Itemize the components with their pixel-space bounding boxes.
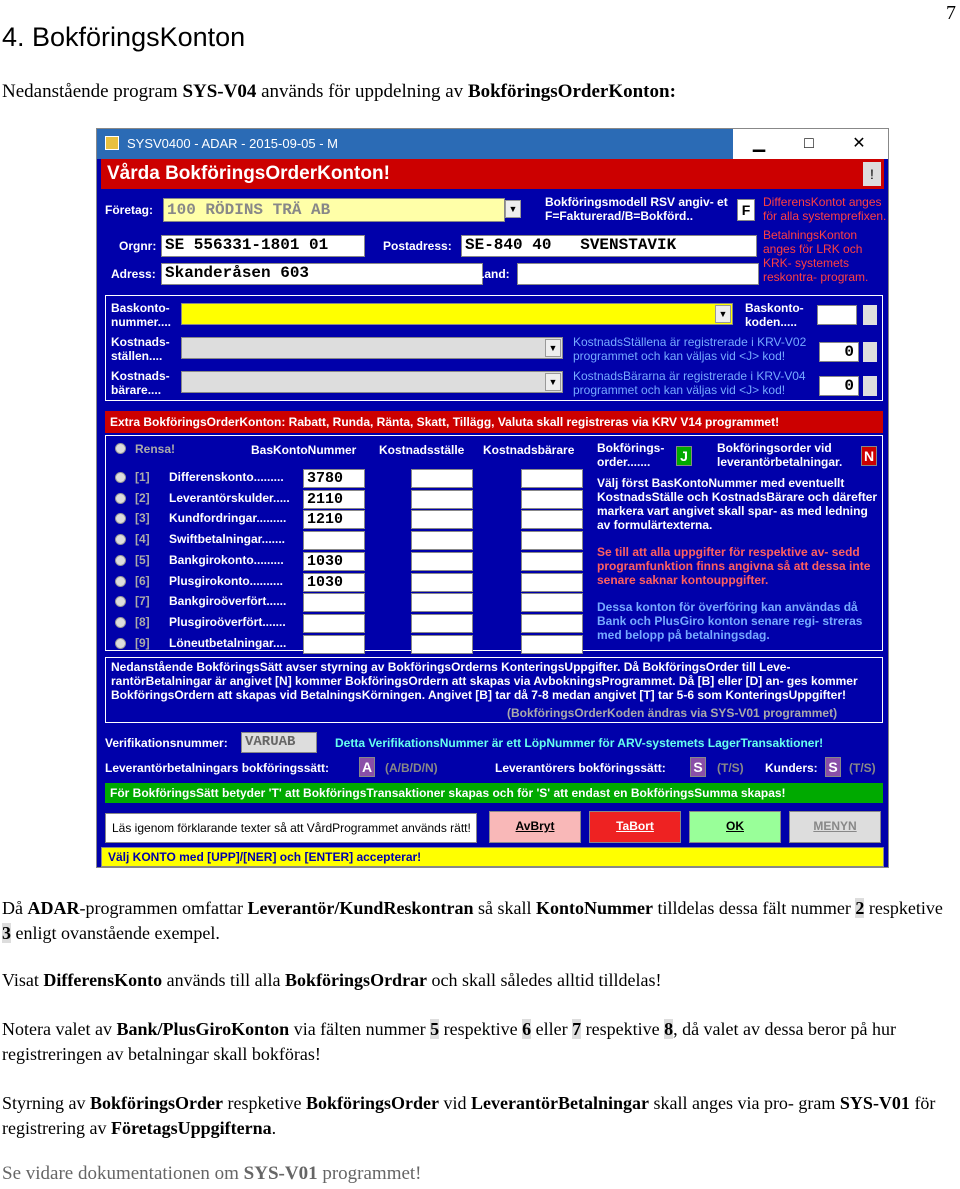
avbryt-label: AvBryt [515, 819, 555, 833]
col-baskonto: BasKontoNummer [251, 443, 357, 457]
status-bar [101, 847, 884, 867]
kb-field[interactable]: 0 [819, 376, 859, 396]
kund-options: (T/S) [849, 761, 876, 775]
kostnadsbarare-field[interactable] [521, 531, 583, 550]
kostnadsstalle-field[interactable] [411, 593, 473, 612]
bokf-lev-label: Bokföringsorder vid leverantörbetalningar. [717, 441, 843, 469]
account-index: [4] [135, 532, 150, 546]
paragraph-2 [2, 968, 954, 993]
account-radio[interactable] [115, 555, 126, 566]
info-note: (BokföringsOrderKoden ändras via SYS-V01 programmet) [507, 706, 838, 720]
help-button[interactable]: ! [863, 162, 881, 186]
model-label: Bokföringsmodell RSV angiv- et F=Fakturerad/B=Bokförd.. [545, 195, 728, 223]
account-number-field[interactable]: 1030 [303, 573, 365, 592]
account-radio[interactable] [115, 493, 126, 504]
kst-field[interactable]: 0 [819, 342, 859, 362]
kostnadsstalle-field[interactable] [411, 531, 473, 550]
text-run: för registrering av [2, 1093, 936, 1138]
kst-spinner[interactable] [863, 342, 877, 362]
bold-term: SYS-V01 [839, 1093, 910, 1113]
orgnr-field[interactable]: SE 556331-1801 01 [161, 235, 365, 257]
levtr-label: Leverantörers bokföringssätt: [495, 761, 666, 775]
bold-term: BokföringsOrdrar [285, 970, 428, 990]
bokf-order-label: Bokförings- order....... [597, 441, 665, 469]
baskod-field[interactable] [817, 305, 857, 325]
account-radio[interactable] [115, 534, 126, 545]
baskonto-label: Baskonto- nummer.... [111, 301, 172, 329]
account-name: Kundfordringar......... [169, 511, 287, 525]
form-title: Vårda BokföringsOrderKonton! [107, 163, 390, 184]
account-number-field[interactable] [303, 593, 365, 612]
kostnadsbarare-field[interactable] [521, 510, 583, 529]
minimize-button[interactable]: ▁ [752, 135, 766, 152]
kostnadsbarare-field[interactable] [521, 490, 583, 509]
status-text: Välj KONTO med [UPP]/[NER] och [ENTER] accepterar! [108, 850, 422, 864]
bold-term: LeverantörBetalningar [470, 1093, 649, 1113]
account-number-field[interactable] [303, 531, 365, 550]
account-name: Plusgirokonto.......... [169, 574, 284, 588]
text-run: respektive [581, 1019, 665, 1039]
col-kostnadsbarare: Kostnadsbärare [483, 443, 575, 457]
foretag-label: Företag: [105, 203, 153, 217]
account-number-field[interactable]: 1210 [303, 510, 365, 529]
text-run: via fälten nummer [289, 1019, 431, 1039]
kst-note: KostnadsStällena är registrerade i KRV-V02 programmet och kan väljas vid <J> kod! [573, 335, 807, 363]
intro-text [2, 81, 676, 103]
account-radio[interactable] [115, 472, 126, 483]
text-run: respketive [864, 898, 943, 918]
account-name: Plusgiroöverfört....... [169, 615, 286, 629]
rensa-label: Rensa! [135, 442, 176, 456]
account-radio[interactable] [115, 576, 126, 587]
paragraph-1 [2, 896, 954, 946]
adress-label: Adress: [111, 267, 156, 281]
baskod-label: Baskonto- koden..... [745, 301, 804, 329]
avbryt-button[interactable] [489, 811, 581, 843]
diff-note: DifferensKontot anges för alla systemprefixen. [763, 195, 887, 223]
land-label: Land: [477, 267, 510, 281]
bold-term: FöretagsUppgifterna [110, 1118, 272, 1138]
maximize-button[interactable]: □ [804, 135, 814, 152]
kostnadsbarare-field[interactable] [521, 573, 583, 592]
bokf-lev-value[interactable]: N [861, 446, 877, 466]
text-run: används till alla [162, 970, 286, 990]
bold-term: 2 [855, 898, 865, 918]
text-run: skall anges via pro- gram [648, 1093, 840, 1113]
account-number-field[interactable] [303, 614, 365, 633]
account-radio[interactable] [115, 513, 126, 524]
account-number-field[interactable]: 2110 [303, 490, 365, 509]
ok-label: OK [726, 819, 744, 833]
close-button[interactable]: ✕ [852, 135, 866, 152]
text-run: enligt ovanstående exempel. [11, 923, 220, 943]
menyn-label: MENYN [813, 819, 857, 833]
verif-label: Verifikationsnummer: [105, 736, 228, 750]
text-run: respektive [439, 1019, 523, 1039]
footer-program: SYS-V01 [243, 1163, 318, 1184]
info-box: Läs igenom förklarande texter så att VårdProgrammet används rätt! [105, 813, 477, 843]
text-run: Visat [2, 970, 44, 990]
chevron-down-icon[interactable]: ▼ [545, 339, 561, 357]
account-number-field[interactable]: 3780 [303, 469, 365, 488]
bold-term: 5 [430, 1019, 440, 1039]
help-text-2: Se till att alla uppgifter för respektive av- sedd programfunktion finns angivna så att dessa inte senare saknar kontouppgifter. [597, 545, 871, 587]
info-text: Nedanstående BokföringsSätt avser styrning av BokföringsOrderns KonteringsUppgifter. Då BokföringsOrder till Leve- rantörBetalningar är angivet [N] kommer BokföringsOrdern att skapas via AvbokningsProgrammet. Då [B] eller [D] an- ges kommer BokföringsOrdern att skapas vid BetalningsKörningen. Angivet [B] tar då 7-8 medan angivet [T] tar 5-6 som KonteringsUppgifter! [111, 660, 858, 702]
intro-mid: används för uppdelning av [256, 81, 468, 102]
green-banner: För BokföringsSätt betyder 'T' att BokföringsTransaktioner skapas och för 'S' att endast en BokföringsSumma skapas! [105, 783, 883, 803]
levtr-options: (T/S) [717, 761, 744, 775]
bold-term: Bank/PlusGiroKonton [116, 1019, 290, 1039]
account-index: [5] [135, 553, 150, 567]
model-value[interactable]: F [737, 199, 755, 221]
baskonto-select[interactable] [181, 303, 733, 325]
application-window [96, 128, 889, 868]
intro-pre: Nedanstående program [2, 81, 183, 102]
text-run: vid [438, 1093, 471, 1113]
account-number-field[interactable]: 1030 [303, 552, 365, 571]
account-index: [1] [135, 470, 150, 484]
betal-note: BetalningsKonton anges för LRK och KRK- systemets reskontra- program. [763, 228, 869, 284]
bold-term: BokföringsOrder [90, 1093, 223, 1113]
bold-term: Leverantör/KundReskontran [247, 898, 474, 918]
kostnadsbarare-field[interactable] [521, 635, 583, 654]
account-name: Leverantörskulder..... [169, 491, 290, 505]
bold-term: 7 [572, 1019, 582, 1039]
footer-post: programmet! [317, 1163, 422, 1184]
account-radio[interactable] [115, 596, 126, 607]
land-field[interactable] [517, 263, 759, 285]
account-name: Swiftbetalningar....... [169, 532, 286, 546]
kb-note: KostnadsBärarna är registrerade i KRV-V04 programmet och kan väljas vid <J> kod! [573, 369, 806, 397]
baskod-spinner[interactable] [863, 305, 877, 325]
intro-program: SYS-V04 [182, 81, 257, 102]
bold-term: 3 [2, 923, 11, 943]
kostnadsstalle-field[interactable] [411, 573, 473, 592]
levbet-value[interactable]: A [359, 757, 375, 777]
adress-field[interactable]: Skanderåsen 603 [161, 263, 483, 285]
tabort-button[interactable] [589, 811, 681, 843]
help-text-3: Dessa konton för överföring kan användas då Bank och PlusGiro konton senare regi- streras med belopp på betalningsdag. [597, 600, 863, 642]
text-run: och skall således alltid tilldelas! [427, 970, 662, 990]
levbet-options: (A/B/D/N) [385, 761, 438, 775]
levtr-value[interactable]: S [690, 757, 706, 777]
bold-term: 8 [664, 1019, 674, 1039]
account-number-field[interactable] [303, 635, 365, 654]
text-run: Då [2, 898, 28, 918]
account-name: Bankgiroöverfört...... [169, 594, 287, 608]
account-radio[interactable] [115, 638, 126, 649]
menyn-button[interactable] [789, 811, 881, 843]
help-text-1: Välj först BasKontoNummer med eventuellt KostnadsStälle och KostnadsBärare och därefter markera vart angivet skall spar- as med ledning av formulärtexterna. [597, 476, 878, 532]
kst-select[interactable] [181, 337, 563, 359]
kostnadsstalle-field[interactable] [411, 635, 473, 654]
postadress-field[interactable]: SE-840 40 SVENSTAVIK [461, 235, 757, 257]
kostnadsbarare-field[interactable] [521, 469, 583, 488]
section-heading: 4. BokföringsKonton [2, 22, 246, 52]
kb-spinner[interactable] [863, 376, 877, 396]
kostnadsbarare-field[interactable] [521, 614, 583, 633]
text-run: Styrning av [2, 1093, 90, 1113]
postadress-label: Postadress: [383, 239, 452, 253]
account-name: Löneutbetalningar.... [169, 636, 287, 650]
text-run: Notera valet av [2, 1019, 117, 1039]
account-index: [6] [135, 574, 150, 588]
paragraph-3 [2, 1017, 954, 1067]
window-titlebar [97, 129, 888, 159]
orgnr-label: Orgnr: [119, 239, 157, 253]
text-run: . [271, 1118, 277, 1138]
kst-label: Kostnads- ställen.... [111, 335, 170, 363]
levbet-label: Leverantörbetalningars bokföringssätt: [105, 761, 330, 775]
tabort-label: TaBort [616, 819, 654, 833]
chevron-down-icon[interactable]: ▼ [715, 305, 731, 323]
kb-label: Kostnads- bärare.... [111, 369, 170, 397]
kb-select[interactable] [181, 371, 563, 393]
account-name: Bankgirokonto......... [169, 553, 284, 567]
verif-field[interactable]: VARUAB [241, 732, 317, 753]
text-run: respketive [223, 1093, 306, 1113]
col-kostnadsstalle: Kostnadsställe [379, 443, 465, 457]
bold-term: 6 [522, 1019, 532, 1039]
kostnadsbarare-field[interactable] [521, 593, 583, 612]
foretag-select[interactable]: 100 RÖDINS TRÄ AB [163, 198, 505, 222]
ok-button[interactable] [689, 811, 781, 843]
chevron-down-icon[interactable]: ▼ [505, 200, 521, 218]
kostnadsstalle-field[interactable] [411, 552, 473, 571]
verif-note: Detta VerifikationsNummer är ett LöpNummer för ARV-systemets LagerTransaktioner! [335, 736, 824, 750]
text-run: så skall [473, 898, 536, 918]
chevron-down-icon[interactable]: ▼ [545, 373, 561, 391]
app-icon [105, 136, 119, 150]
bold-term: DifferensKonto [43, 970, 163, 990]
bold-term: BokföringsOrder [305, 1093, 439, 1113]
paragraph-4 [2, 1091, 954, 1141]
kostnadsstalle-field[interactable] [411, 469, 473, 488]
text-run: , då valet av dessa beror på hur registreringen av betalningar skall bokföras! [2, 1019, 896, 1064]
bold-term: ADAR [27, 898, 80, 918]
footer-pre: Se vidare dokumentationen om [2, 1163, 244, 1184]
intro-colon: : [669, 81, 676, 102]
rensa-radio[interactable] [115, 443, 126, 454]
account-index: [2] [135, 491, 150, 505]
account-index: [3] [135, 511, 150, 525]
window-title: SYSV0400 - ADAR - 2015-09-05 - M [127, 136, 338, 151]
kostnadsbarare-field[interactable] [521, 552, 583, 571]
account-index: [8] [135, 615, 150, 629]
kund-label: Kunders: [765, 761, 818, 775]
kostnadsstalle-field[interactable] [411, 614, 473, 633]
footer-note [2, 1163, 422, 1185]
extra-banner: Extra BokföringsOrderKonton: Rabatt, Runda, Ränta, Skatt, Tillägg, Valuta skall registreras via KRV V14 programmet! [105, 411, 883, 433]
text-run: tilldelas dessa fält nummer [652, 898, 856, 918]
account-radio[interactable] [115, 617, 126, 628]
page-number: 7 [946, 2, 956, 24]
account-index: [7] [135, 594, 150, 608]
intro-subject: BokföringsOrderKonton [467, 81, 670, 102]
text-run: eller [531, 1019, 573, 1039]
kostnadsstalle-field[interactable] [411, 510, 473, 529]
form-header [101, 159, 884, 189]
bokf-order-value[interactable]: J [676, 446, 692, 466]
text-run: -programmen omfattar [79, 898, 248, 918]
kund-value[interactable]: S [825, 757, 841, 777]
account-name: Differenskonto......... [169, 470, 284, 484]
kostnadsstalle-field[interactable] [411, 490, 473, 509]
bold-term: KontoNummer [535, 898, 653, 918]
account-index: [9] [135, 636, 150, 650]
